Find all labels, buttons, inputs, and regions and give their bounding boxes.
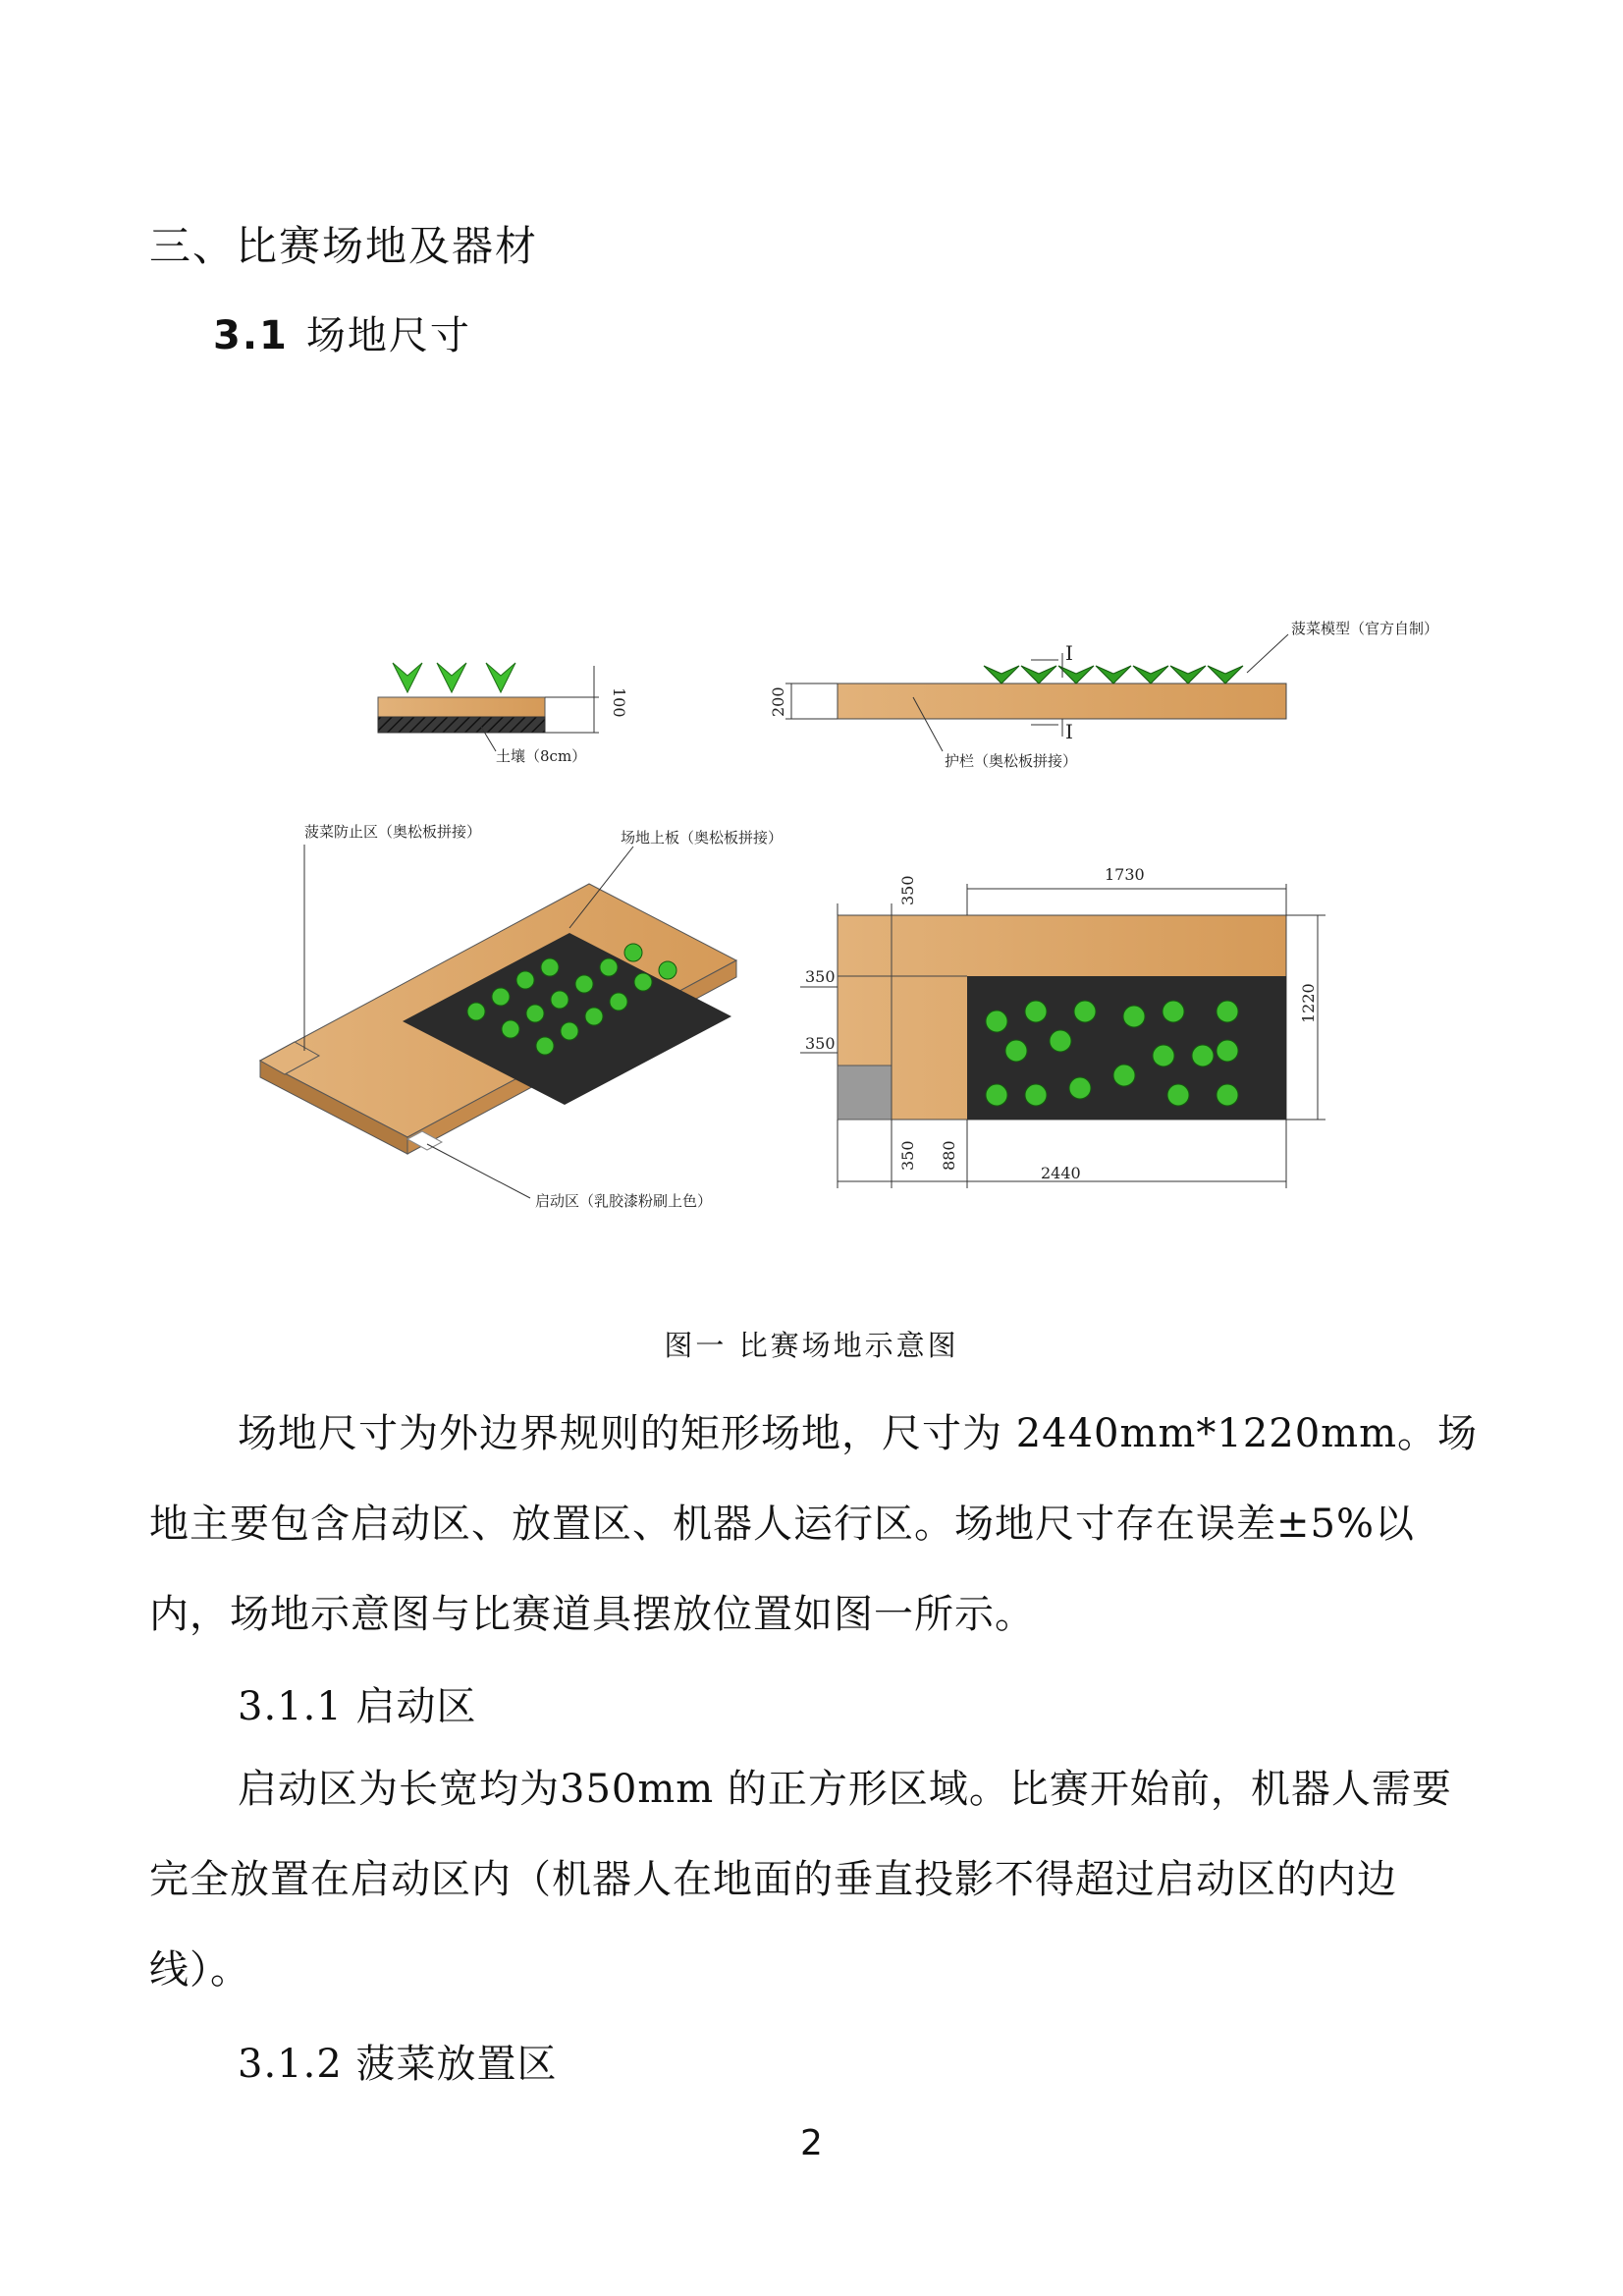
dim-880: 880 — [940, 1140, 958, 1171]
cut-mark-top: I — [1065, 641, 1073, 665]
dim-100: 100 — [610, 687, 628, 718]
isometric-view — [260, 823, 783, 1210]
paragraph-field-size: 场地尺寸为外边界规则的矩形场地，尺寸为 2440mm*1220mm。场地主要包含启动区、放置区、机器人运行区。场地尺寸存在误差±5%以内，场地示意图与比赛道具摆放位置如图一所示。 — [149, 1411, 1479, 1637]
dim-2440: 2440 — [1041, 1164, 1081, 1182]
spinach-model-label: 菠菜模型（官方自制） — [1291, 620, 1439, 637]
dim-350-top: 350 — [898, 875, 917, 905]
dim-350-left-lower: 350 — [805, 1034, 836, 1053]
section-title: 三、比赛场地及器材 — [149, 222, 539, 270]
field-figure — [236, 550, 1439, 1237]
spinach-stop-label: 菠菜防止区（奥松板拼接） — [304, 823, 482, 841]
dim-350-left-upper: 350 — [805, 967, 836, 986]
plan-view — [800, 865, 1325, 1188]
paragraph-start-zone: 启动区为长宽均为350mm 的正方形区域。比赛开始前，机器人需要完全放置在启动区内（机器人在地面的垂直投影不得超过启动区的内边线）。 — [149, 1767, 1452, 1993]
start-zone-label: 启动区（乳胶漆粉刷上色） — [535, 1192, 713, 1210]
cut-mark-bottom: I — [1065, 720, 1073, 743]
subsection-number: 3.1 — [213, 313, 289, 358]
dim-350-bottom: 350 — [898, 1140, 917, 1171]
subsection-title: 场地尺寸 — [305, 313, 471, 358]
page-number: 2 — [800, 2123, 823, 2163]
figure-caption: 图一 比赛场地示意图 — [664, 1329, 959, 1362]
dim-1730: 1730 — [1105, 865, 1145, 884]
soil-label: 土壤（8cm） — [496, 747, 587, 765]
subheading-spinach-zone: 3.1.2 菠菜放置区 — [238, 2042, 558, 2087]
side-view — [769, 620, 1438, 770]
dim-1220: 1220 — [1299, 983, 1318, 1023]
field-top-label: 场地上板（奥松板拼接） — [621, 829, 784, 847]
subheading-start-zone: 3.1.1 启动区 — [238, 1684, 477, 1729]
guardrail-label: 护栏（奥松板拼接） — [945, 752, 1078, 770]
dim-200: 200 — [769, 686, 787, 717]
section-view — [378, 663, 628, 765]
subsection-heading — [213, 304, 471, 360]
